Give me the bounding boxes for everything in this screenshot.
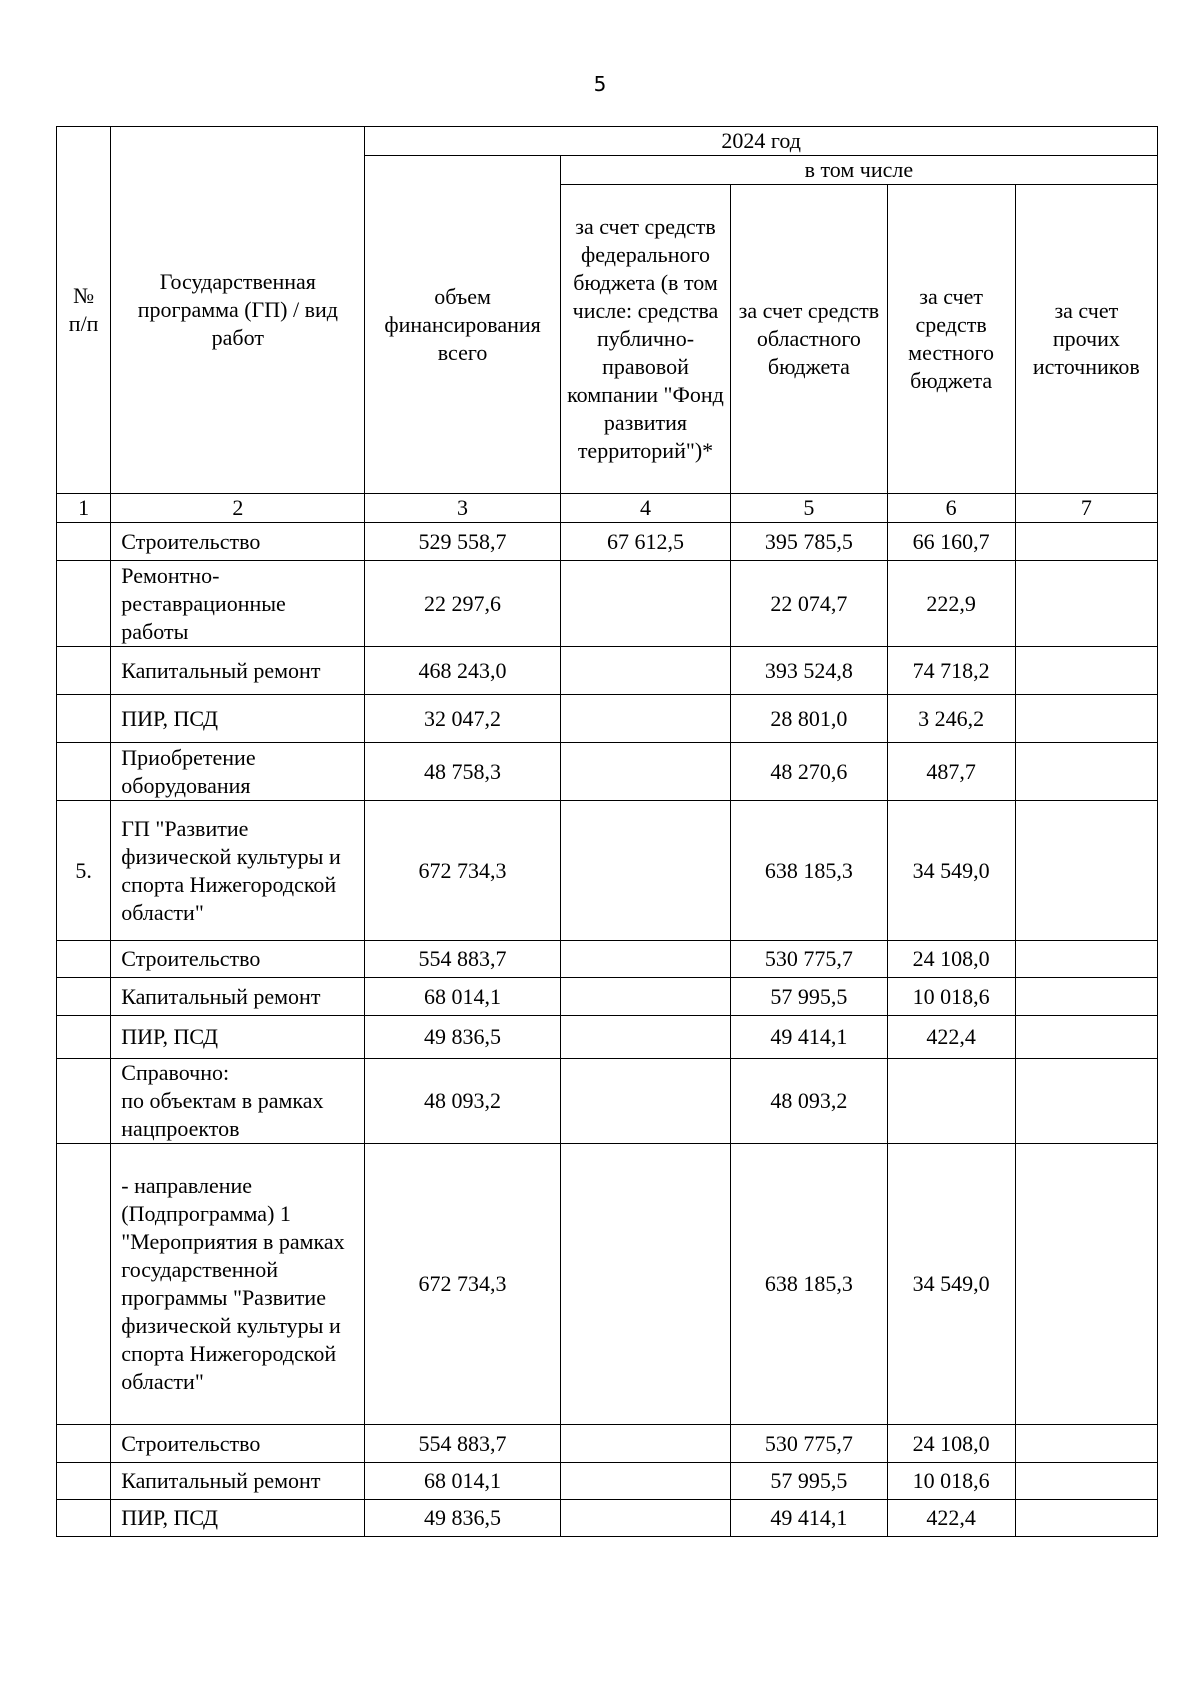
- table-row: [57, 941, 1158, 978]
- row-name: Строительство: [111, 941, 365, 978]
- row-local: 422,4: [887, 1016, 1015, 1059]
- row-total: 554 883,7: [365, 1425, 560, 1463]
- row-regional: 57 995,5: [731, 978, 887, 1016]
- row-federal: [560, 801, 730, 941]
- row-local: 34 549,0: [887, 1144, 1015, 1425]
- table-row: [57, 978, 1158, 1016]
- row-name: Капитальный ремонт: [111, 1463, 365, 1500]
- row-name: Строительство: [111, 1425, 365, 1463]
- table-row: [57, 647, 1158, 695]
- row-name: ПИР, ПСД: [111, 1500, 365, 1537]
- table-row: [57, 1463, 1158, 1500]
- row-number: [57, 941, 111, 978]
- row-federal: [560, 561, 730, 647]
- row-local: 34 549,0: [887, 801, 1015, 941]
- header-year: 2024 год: [365, 127, 1158, 156]
- row-other: [1015, 647, 1157, 695]
- row-federal: [560, 695, 730, 743]
- row-total: 672 734,3: [365, 1144, 560, 1425]
- row-regional: 57 995,5: [731, 1463, 887, 1500]
- row-regional: 22 074,7: [731, 561, 887, 647]
- row-total: 49 836,5: [365, 1500, 560, 1537]
- row-local: 10 018,6: [887, 1463, 1015, 1500]
- row-regional: 49 414,1: [731, 1016, 887, 1059]
- row-federal: [560, 647, 730, 695]
- row-local: 222,9: [887, 561, 1015, 647]
- row-name: ГП "Развитие физической культуры и спорта Нижегородской области": [111, 801, 365, 941]
- row-local: 24 108,0: [887, 941, 1015, 978]
- row-other: [1015, 1059, 1157, 1144]
- row-total: 554 883,7: [365, 941, 560, 978]
- row-number: [57, 1059, 111, 1144]
- row-number: [57, 1425, 111, 1463]
- row-name: [111, 1059, 365, 1144]
- row-total: 22 297,6: [365, 561, 560, 647]
- row-federal: 67 612,5: [560, 523, 730, 561]
- row-federal: [560, 743, 730, 801]
- column-number: 1: [57, 494, 111, 523]
- row-other: [1015, 695, 1157, 743]
- table-row: [57, 695, 1158, 743]
- row-local: [887, 1059, 1015, 1144]
- row-other: [1015, 1144, 1157, 1425]
- row-regional: 395 785,5: [731, 523, 887, 561]
- row-name: Капитальный ремонт: [111, 978, 365, 1016]
- row-number: 5.: [57, 801, 111, 941]
- row-total: 468 243,0: [365, 647, 560, 695]
- row-number: [57, 743, 111, 801]
- row-regional: 393 524,8: [731, 647, 887, 695]
- table-row: [57, 1500, 1158, 1537]
- table-row: [57, 743, 1158, 801]
- row-regional: 530 775,7: [731, 941, 887, 978]
- row-federal: [560, 1016, 730, 1059]
- row-number: [57, 1463, 111, 1500]
- row-name: ПИР, ПСД: [111, 695, 365, 743]
- row-total: 48 093,2: [365, 1059, 560, 1144]
- row-number: [57, 523, 111, 561]
- row-name: - направление (Подпрограмма) 1 "Мероприятия в рамках государственной программы "Развитие физической культуры и спорта Нижегородской области": [111, 1144, 365, 1425]
- row-other: [1015, 1463, 1157, 1500]
- row-total: 68 014,1: [365, 1463, 560, 1500]
- row-number: [57, 561, 111, 647]
- column-number: 4: [560, 494, 730, 523]
- row-other: [1015, 941, 1157, 978]
- row-other: [1015, 1500, 1157, 1537]
- row-other: [1015, 523, 1157, 561]
- row-federal: [560, 1144, 730, 1425]
- row-regional: 48 093,2: [731, 1059, 887, 1144]
- row-other: [1015, 561, 1157, 647]
- column-number: 6: [887, 494, 1015, 523]
- header-local: за счет средств местного бюджета: [887, 185, 1015, 494]
- row-total: 48 758,3: [365, 743, 560, 801]
- header-regional: за счет средств областного бюджета: [731, 185, 887, 494]
- table-row: [57, 1144, 1158, 1425]
- row-total: 529 558,7: [365, 523, 560, 561]
- row-name: Капитальный ремонт: [111, 647, 365, 695]
- row-name: Ремонтно-реставрационные работы: [111, 561, 365, 647]
- row-name: Строительство: [111, 523, 365, 561]
- header-other: за счет прочих источников: [1015, 185, 1157, 494]
- budget-table: [56, 126, 1158, 1537]
- reference-label: Справочно:: [121, 1060, 230, 1085]
- row-other: [1015, 743, 1157, 801]
- row-local: 422,4: [887, 1500, 1015, 1537]
- row-other: [1015, 801, 1157, 941]
- page-number: 5: [593, 72, 607, 96]
- header-program: Государственная программа (ГП) / вид работ: [111, 127, 365, 494]
- row-number: [57, 978, 111, 1016]
- column-number: 2: [111, 494, 365, 523]
- row-federal: [560, 1425, 730, 1463]
- row-total: 49 836,5: [365, 1016, 560, 1059]
- row-local: 74 718,2: [887, 647, 1015, 695]
- column-number: 5: [731, 494, 887, 523]
- row-other: [1015, 978, 1157, 1016]
- row-number: [57, 1144, 111, 1425]
- table-row: [57, 1016, 1158, 1059]
- row-name: Приобретение оборудования: [111, 743, 365, 801]
- row-regional: 638 185,3: [731, 801, 887, 941]
- column-number: 3: [365, 494, 560, 523]
- row-number: [57, 647, 111, 695]
- header-including: в том числе: [560, 156, 1157, 185]
- row-regional: 48 270,6: [731, 743, 887, 801]
- row-number: [57, 1016, 111, 1059]
- row-number: [57, 1500, 111, 1537]
- row-local: 24 108,0: [887, 1425, 1015, 1463]
- row-local: 487,7: [887, 743, 1015, 801]
- row-other: [1015, 1016, 1157, 1059]
- row-other: [1015, 1425, 1157, 1463]
- reference-text: по объектам в рамках нацпроектов: [121, 1088, 324, 1141]
- header-federal: за счет средств федерального бюджета (в том числе: средства публично-правовой компании "Фонд развития территорий")*: [560, 185, 730, 494]
- row-federal: [560, 1059, 730, 1144]
- row-name: ПИР, ПСД: [111, 1016, 365, 1059]
- row-regional: 49 414,1: [731, 1500, 887, 1537]
- row-regional: 638 185,3: [731, 1144, 887, 1425]
- header-num: № п/п: [57, 127, 111, 494]
- column-number: 7: [1015, 494, 1157, 523]
- row-federal: [560, 978, 730, 1016]
- header-total: объем финансирования всего: [365, 156, 560, 494]
- column-numbers-row: [57, 494, 1158, 523]
- row-regional: 28 801,0: [731, 695, 887, 743]
- table-row: [57, 561, 1158, 647]
- table-row: [57, 801, 1158, 941]
- row-local: 66 160,7: [887, 523, 1015, 561]
- row-number: [57, 695, 111, 743]
- row-total: 68 014,1: [365, 978, 560, 1016]
- row-local: 3 246,2: [887, 695, 1015, 743]
- row-total: 32 047,2: [365, 695, 560, 743]
- row-regional: 530 775,7: [731, 1425, 887, 1463]
- row-federal: [560, 1463, 730, 1500]
- table-row: [57, 523, 1158, 561]
- row-local: 10 018,6: [887, 978, 1015, 1016]
- row-total: 672 734,3: [365, 801, 560, 941]
- table-row: [57, 1059, 1158, 1144]
- table-row: [57, 1425, 1158, 1463]
- row-federal: [560, 1500, 730, 1537]
- row-federal: [560, 941, 730, 978]
